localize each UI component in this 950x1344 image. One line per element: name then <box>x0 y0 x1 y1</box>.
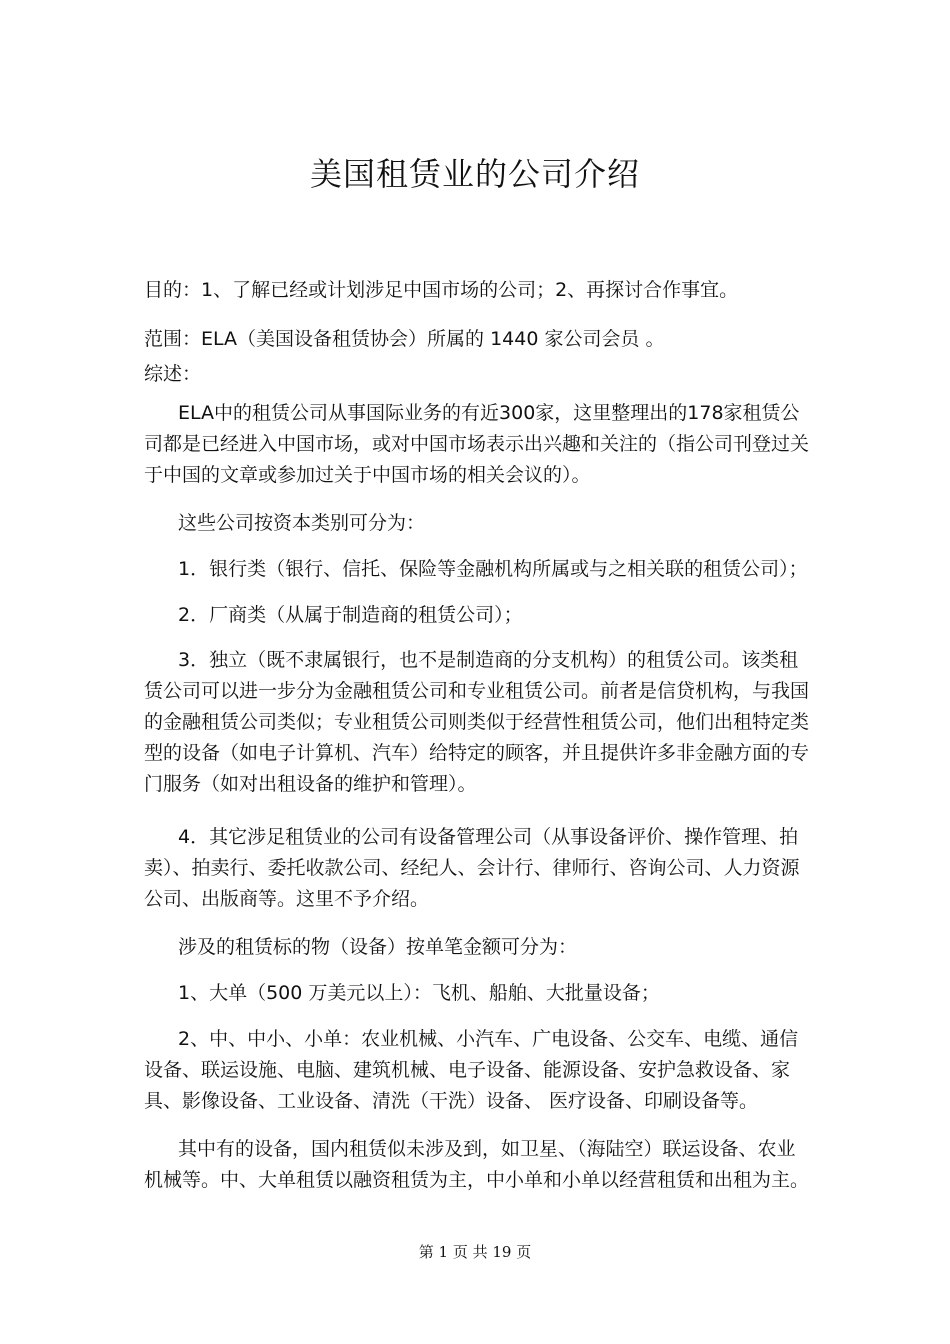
paragraph-text: 3．独立（既不隶属银行，也不是制造商的分支机构）的租赁公司。该类租赁公司可以进一步分为金融租赁公司和专业租赁公司。前者是信贷机构，与我国的金融租赁公司类似；专业租赁公司则类似于经营性租赁公司，他们出租特定类型的设备（如电子计算机、汽车）给特定的顾客，并且提供许多非金融方面的专门服务（如对出租设备的维护和管理）。 <box>144 649 810 795</box>
paragraph-text: 1、大单（500 万美元以上）：飞机、船舶、大批量设备； <box>178 982 660 1004</box>
paragraph-2 <box>144 508 812 539</box>
paragraph-10 <box>144 1134 812 1196</box>
purpose-line: 目的：1、了解已经或计划涉足中国市场的公司；2、再探讨合作事宜。 <box>144 279 739 301</box>
paragraph-text: ELA中的租赁公司从事国际业务的有近300家，这里整理出的178家租赁公司都是已经进入中国市场，或对中国市场表示出兴趣和关注的（指公司刊登过关于中国的文章或参加过关于中国市场的相关会议的）。 <box>144 402 810 486</box>
paragraph-text: 2．厂商类（从属于制造商的租赁公司）； <box>178 604 523 626</box>
paragraph-text: 这些公司按资本类别可分为： <box>178 512 426 534</box>
page-number-footer: 第 1 页 共 19 页 <box>418 1243 532 1261</box>
paragraph-text: 1．银行类（银行、信托、保险等金融机构所属或与之相关联的租赁公司）； <box>178 558 808 580</box>
paragraph-3 <box>144 554 812 585</box>
document-title: 美国租赁业的公司介绍 <box>309 155 640 193</box>
paragraph-text: 4．其它涉足租赁业的公司有设备管理公司（从事设备评价、操作管理、拍卖）、拍卖行、委托收款公司、经纪人、会计行、律师行、咨询公司、人力资源公司、出版商等。这里不予介绍。 <box>144 826 800 910</box>
scope-line: 范围：ELA（美国设备租赁协会）所属的 1440 家公司会员 。 <box>144 328 665 350</box>
paragraph-8 <box>144 978 812 1009</box>
paragraph-text: 涉及的租赁标的物（设备）按单笔金额可分为： <box>178 936 578 958</box>
paragraph-6 <box>144 822 812 915</box>
paragraph-1 <box>144 398 812 491</box>
paragraph-9 <box>144 1024 812 1117</box>
paragraph-5 <box>144 645 812 800</box>
summary-label: 综述： <box>144 363 202 385</box>
paragraph-text: 其中有的设备，国内租赁似未涉及到，如卫星、（海陆空）联运设备、农业机械等。中、大单租赁以融资租赁为主，中小单和小单以经营租赁和出租为主。 <box>144 1138 810 1191</box>
paragraph-4 <box>144 600 812 631</box>
paragraph-text: 2、中、中小、小单：农业机械、小汽车、广电设备、公交车、电缆、通信设备、联运设施、电脑、建筑机械、电子设备、能源设备、安护急救设备、家具、影像设备、工业设备、清洗（干洗）设备、 医疗设备、印刷设备等。 <box>144 1028 799 1112</box>
paragraph-7 <box>144 932 812 963</box>
